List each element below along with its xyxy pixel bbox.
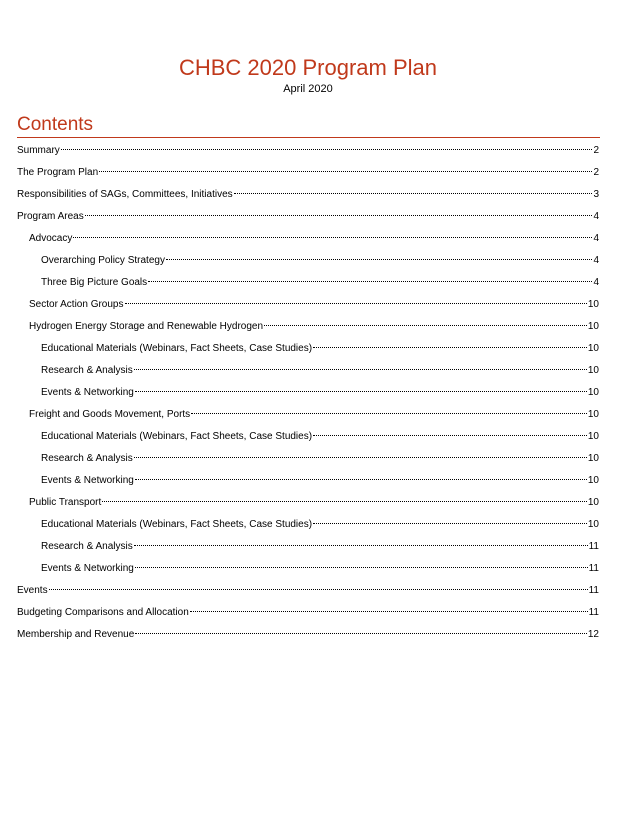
toc-entry-page-number: 10 [587, 519, 599, 530]
toc-entry[interactable] [17, 228, 599, 250]
toc-entry-text: Sector Action Groups [29, 299, 124, 310]
toc-entry-page-number: 10 [587, 343, 599, 354]
toc-dot-leader [135, 391, 587, 392]
toc-entry-page-number: 10 [587, 431, 599, 442]
toc-entry-page-number: 10 [587, 453, 599, 464]
document-title: CHBC 2020 Program Plan [178, 55, 437, 80]
toc-entry-page-number: 10 [587, 409, 599, 420]
toc-entry[interactable] [17, 492, 599, 514]
toc-entry[interactable] [17, 624, 599, 646]
toc-entry-page-number: 10 [587, 475, 599, 486]
toc-entry-page-number: 4 [593, 255, 599, 266]
toc-entry[interactable] [17, 316, 599, 338]
toc-entry-page-number: 10 [587, 365, 599, 376]
toc-entry-page-number: 10 [587, 497, 599, 508]
toc-entry-text: Research & Analysis [41, 453, 133, 464]
toc-entry[interactable] [17, 184, 599, 206]
toc-entry-text: Three Big Picture Goals [41, 277, 148, 288]
toc-entry-page-number: 11 [588, 607, 599, 618]
toc-dot-leader [313, 435, 587, 436]
toc-entry[interactable] [17, 514, 599, 536]
toc-entry-page-number: 4 [593, 277, 599, 288]
toc-dot-leader [148, 281, 592, 282]
toc-entry-page-number: 2 [593, 167, 599, 178]
toc-entry-text: Program Areas [17, 211, 84, 222]
toc-list [17, 140, 599, 646]
toc-dot-leader [313, 523, 587, 524]
toc-entry[interactable] [17, 470, 599, 492]
toc-entry-text: Freight and Goods Movement, Ports [29, 409, 191, 420]
toc-dot-leader [125, 303, 587, 304]
toc-entry[interactable] [17, 162, 599, 184]
toc-entry[interactable] [17, 360, 599, 382]
toc-heading: Contents [17, 114, 94, 135]
toc-entry[interactable] [17, 426, 599, 448]
toc-entry[interactable] [17, 448, 599, 470]
toc-dot-leader [85, 215, 592, 216]
toc-dot-leader [264, 325, 587, 326]
toc-dot-leader [166, 259, 592, 260]
toc-entry-page-number: 12 [587, 629, 599, 640]
toc-entry[interactable] [17, 602, 599, 624]
toc-entry[interactable] [17, 580, 599, 602]
toc-entry-text: Public Transport [29, 497, 102, 508]
toc-entry-text: Educational Materials (Webinars, Fact Sheets, Case Studies) [41, 343, 313, 354]
toc-dot-leader [134, 457, 587, 458]
toc-entry-page-number: 10 [587, 321, 599, 332]
toc-dot-leader [102, 501, 587, 502]
toc-entry-text: Events & Networking [41, 387, 134, 398]
toc-dot-leader [135, 567, 588, 568]
toc-dot-leader [134, 545, 588, 546]
toc-entry-page-number: 10 [587, 387, 599, 398]
toc-entry-page-number: 11 [588, 541, 599, 552]
toc-entry-text: Summary [17, 145, 60, 156]
toc-entry-page-number: 11 [588, 585, 599, 596]
toc-entry-text: Events & Networking [41, 475, 134, 486]
toc-entry-page-number: 4 [593, 233, 599, 244]
toc-entry-text: Events & Networking [41, 563, 134, 574]
toc-entry-page-number: 11 [588, 563, 599, 574]
toc-entry[interactable] [17, 294, 599, 316]
toc-entry[interactable] [17, 140, 599, 162]
toc-entry[interactable] [17, 536, 599, 558]
toc-entry[interactable] [17, 382, 599, 404]
toc-entry-page-number: 4 [593, 211, 599, 222]
toc-entry[interactable] [17, 338, 599, 360]
toc-entry-text: Educational Materials (Webinars, Fact Sheets, Case Studies) [41, 431, 313, 442]
toc-entry[interactable] [17, 558, 599, 580]
toc-entry-text: The Program Plan [17, 167, 99, 178]
toc-dot-leader [61, 149, 592, 150]
toc-dot-leader [99, 171, 592, 172]
toc-dot-leader [234, 193, 592, 194]
toc-dot-leader [73, 237, 592, 238]
toc-entry[interactable] [17, 404, 599, 426]
toc-heading-rule [17, 137, 600, 138]
toc-entry-page-number: 10 [587, 299, 599, 310]
toc-entry-text: Hydrogen Energy Storage and Renewable Hydrogen [29, 321, 264, 332]
toc-entry-text: Responsibilities of SAGs, Committees, Initiatives [17, 189, 233, 200]
toc-entry-text: Research & Analysis [41, 365, 133, 376]
toc-entry-text: Budgeting Comparisons and Allocation [17, 607, 189, 618]
toc-entry[interactable] [17, 272, 599, 294]
toc-dot-leader [135, 633, 587, 634]
toc-entry-page-number: 3 [593, 189, 599, 200]
toc-entry-text: Membership and Revenue [17, 629, 135, 640]
toc-entry[interactable] [17, 250, 599, 272]
toc-dot-leader [191, 413, 587, 414]
toc-dot-leader [190, 611, 588, 612]
toc-dot-leader [135, 479, 587, 480]
toc-dot-leader [134, 369, 587, 370]
toc-entry-text: Events [17, 585, 48, 596]
document-date: April 2020 [283, 83, 333, 95]
toc-entry-page-number: 2 [593, 145, 599, 156]
toc-dot-leader [49, 589, 588, 590]
toc-dot-leader [313, 347, 587, 348]
toc-entry-text: Educational Materials (Webinars, Fact Sheets, Case Studies) [41, 519, 313, 530]
toc-entry-text: Advocacy [29, 233, 73, 244]
toc-entry-text: Overarching Policy Strategy [41, 255, 165, 266]
toc-entry-text: Research & Analysis [41, 541, 133, 552]
toc-entry[interactable] [17, 206, 599, 228]
